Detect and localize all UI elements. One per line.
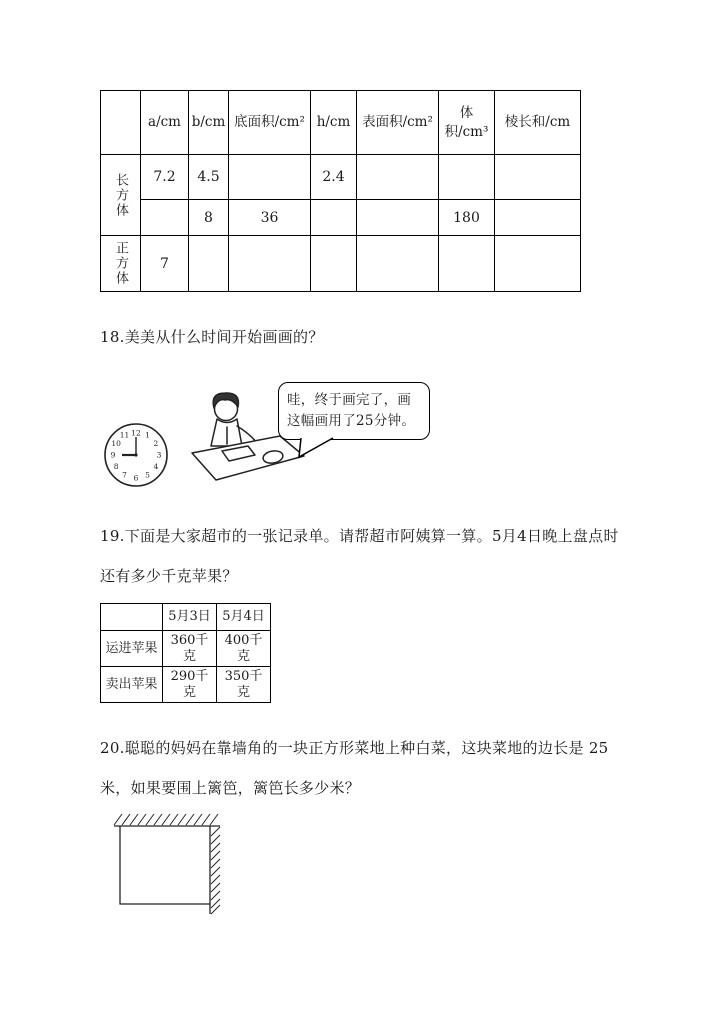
table-cell: 7.2 (141, 155, 189, 200)
table-header-cell (101, 91, 141, 155)
svg-text:8: 8 (113, 462, 119, 471)
table-cell: 290千克 (163, 667, 217, 703)
table-header-cell (101, 604, 163, 631)
question-19-text (100, 516, 630, 596)
svg-text:1: 1 (145, 430, 150, 440)
garden-square-outline (120, 826, 210, 904)
table-cell (189, 236, 229, 292)
table-header-row (101, 91, 581, 155)
table-cell: 8 (189, 200, 229, 236)
clock-illustration (102, 421, 170, 489)
table-cell: 180 (439, 200, 495, 236)
clock-center (134, 453, 137, 456)
table-cell: 卖出苹果 (101, 667, 163, 703)
table-cell: 350千克 (217, 667, 271, 703)
table-header-cell: h/cm (311, 91, 357, 155)
table-cell: 36 (229, 200, 311, 236)
wall-corner-square-diagram (112, 810, 234, 918)
table-row (101, 667, 271, 703)
table-cell: 400千克 (217, 631, 271, 667)
table-row (101, 200, 581, 236)
speech-bubble-line: 哇，终于画完了，画 (287, 392, 412, 408)
table-cell: 360千克 (163, 631, 217, 667)
svg-text:3: 3 (156, 450, 162, 460)
table-cell: 运进苹果 (101, 631, 163, 667)
row-group-label-cell (101, 236, 141, 292)
table-cell (357, 236, 439, 292)
table-cell (439, 155, 495, 200)
table-header-cell: 表面积/cm² (357, 91, 439, 155)
table-header-cell: 5月4日 (217, 604, 271, 631)
svg-text:4: 4 (153, 462, 159, 471)
question-20-line2: 米，如果要围上篱笆，篱笆长多少米？ (100, 779, 361, 797)
supermarket-record-table (100, 603, 271, 703)
svg-text:5: 5 (145, 470, 150, 480)
table-cell (495, 155, 581, 200)
svg-text:10: 10 (111, 439, 121, 448)
question-18-text: 18.美美从什么时间开始画画的？ (100, 328, 324, 346)
question-18-illustration (100, 376, 445, 516)
table-header-row (101, 604, 271, 631)
table-row (101, 631, 271, 667)
table-cell (311, 200, 357, 236)
speech-bubble-tail (295, 437, 339, 459)
table-header-cell: 5月3日 (163, 604, 217, 631)
table-cell (229, 236, 311, 292)
question-19-line2: 还有多少千克苹果？ (100, 567, 238, 585)
row-group-label: 长方体 (113, 172, 128, 218)
wall-hatching (114, 814, 220, 914)
table-cell (357, 200, 439, 236)
table-cell (439, 236, 495, 292)
table-header-cell: 体积/cm³ (439, 91, 495, 155)
svg-text:12: 12 (131, 428, 141, 438)
table-row (101, 236, 581, 292)
svg-text:11: 11 (119, 430, 130, 440)
table-row (101, 155, 581, 200)
question-20-text (100, 728, 630, 808)
table-cell: 2.4 (311, 155, 357, 200)
table-cell (141, 200, 189, 236)
solids-table (100, 90, 581, 292)
svg-text:6: 6 (133, 473, 139, 483)
table-header-cell: b/cm (189, 91, 229, 155)
table-cell: 4.5 (189, 155, 229, 200)
svg-text:7: 7 (122, 470, 127, 480)
table-cell (495, 200, 581, 236)
speech-bubble-line: 这幅画用了25分钟。 (287, 412, 416, 429)
question-20-line1: 20.聪聪的妈妈在靠墙角的一块正方形菜地上种白菜，这块菜地的边长是 25 (100, 739, 609, 757)
svg-text:9: 9 (110, 450, 116, 460)
row-group-label-cell (101, 155, 141, 236)
table-cell (495, 236, 581, 292)
table-cell (229, 155, 311, 200)
table-header-cell: 棱长和/cm (495, 91, 581, 155)
table-header-cell: 底面积/cm² (229, 91, 311, 155)
table-cell: 7 (141, 236, 189, 292)
speech-bubble (278, 382, 430, 440)
svg-text:2: 2 (153, 439, 159, 448)
drawing-board (192, 436, 304, 480)
row-group-label: 正方体 (113, 241, 128, 286)
table-header-cell: a/cm (141, 91, 189, 155)
table-cell (311, 236, 357, 292)
table-cell (357, 155, 439, 200)
question-19-line1: 19.下面是大家超市的一张记录单。请帮超市阿姨算一算。5月4日晚上盘点时 (100, 527, 619, 545)
